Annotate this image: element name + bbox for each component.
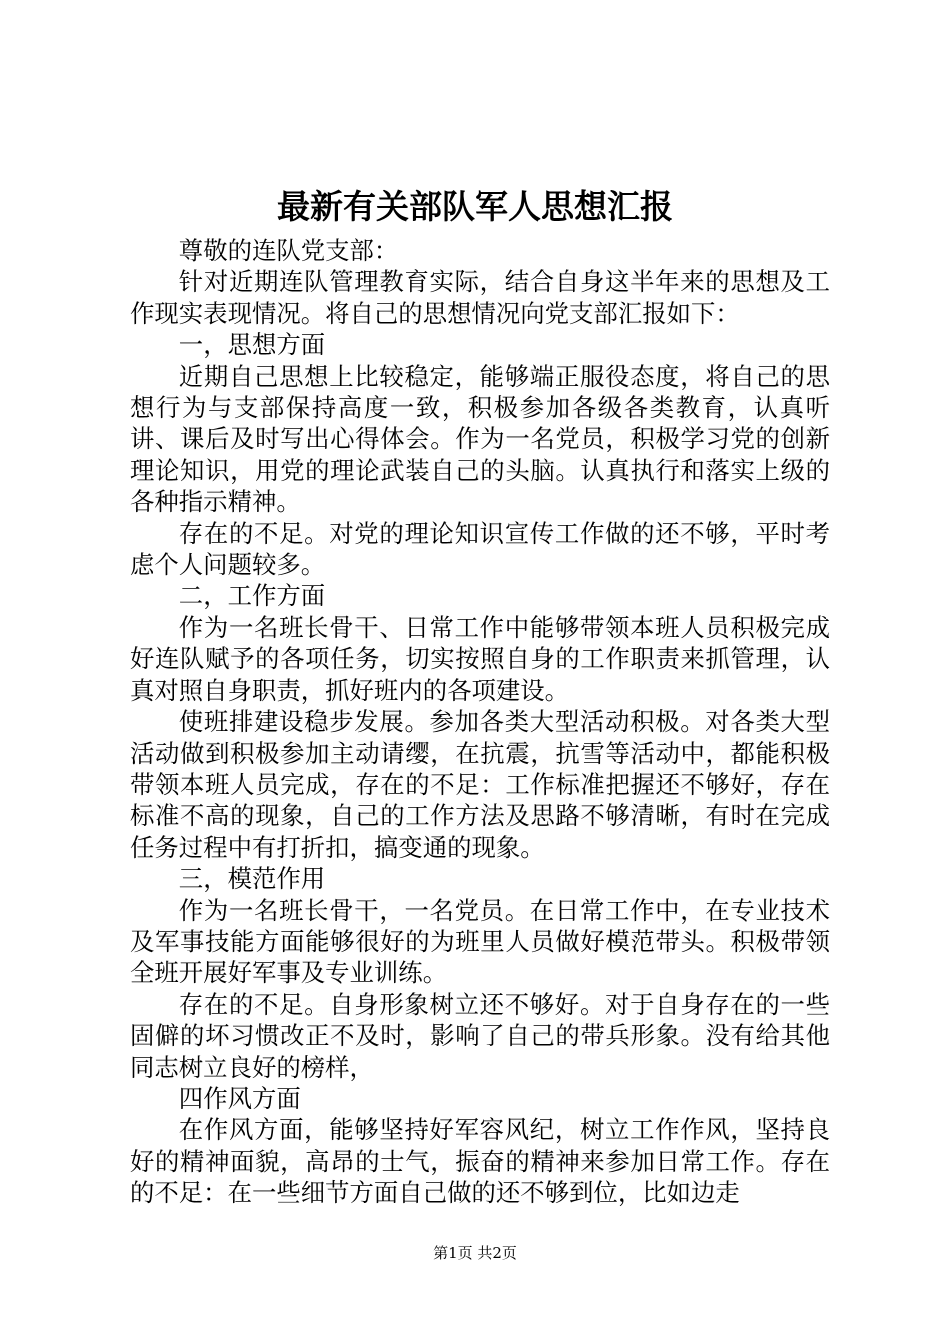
paragraph-thought-shortcoming: 存在的不足。对党的理论知识宣传工作做的还不够，平时考虑个人问题较多。 [130, 518, 830, 580]
paragraph-intro: 针对近期连队管理教育实际，结合自身这半年来的思想及工作现实表现情况。将自己的思想情况向党支部汇报如下： [130, 267, 830, 328]
section-heading-work: 二，工作方面 [178, 581, 326, 611]
paragraph-role-model: 作为一名班长骨干，一名党员。在日常工作中，在专业技术及军事技能方面能够很好的为班里人员做好模范带头。积极带领全班开展好军事及专业训练。 [130, 895, 830, 988]
section-heading-role-model: 三，模范作用 [178, 864, 326, 894]
paragraph-role-model-shortcoming: 存在的不足。自身形象树立还不够好。对于自身存在的一些固僻的坏习惯改正不及时，影响了自己的带兵形象。没有给其他同志树立良好的榜样， [130, 989, 830, 1082]
paragraph-thought: 近期自己思想上比较稳定，能够端正服役态度，将自己的思想行为与支部保持高度一致，积极参加各级各类教育，认真听讲、课后及时写出心得体会。作为一名党员，积极学习党的创新理论知识，用党的理论武装自己的头脑。认真执行和落实上级的各种指示精神。 [130, 361, 830, 517]
document-body [130, 235, 830, 1209]
page-footer: 第1页 共2页 [433, 1244, 517, 1262]
section-heading-thought: 一，思想方面 [178, 330, 326, 360]
paragraph-salutation: 尊敬的连队党支部： [178, 236, 399, 265]
paragraph-style: 在作风方面，能够坚持好军容风纪，树立工作作风，坚持良好的精神面貌，高昂的士气，振奋的精神来参加日常工作。存在的不足：在一些细节方面自己做的还不够到位，比如边走 [130, 1115, 830, 1208]
paragraph-work: 作为一名班长骨干、日常工作中能够带领本班人员积极完成好连队赋予的各项任务，切实按照自身的工作职责来抓管理，认真对照自身职责，抓好班内的各项建设。 [130, 612, 830, 705]
section-heading-style: 四作风方面 [178, 1083, 301, 1113]
document-title: 最新有关部队军人思想汇报 [277, 187, 673, 226]
paragraph-work-development: 使班排建设稳步发展。参加各类大型活动积极。对各类大型活动做到积极参加主动请缨，在抗震，抗雪等活动中，都能积极带领本班人员完成，存在的不足：工作标准把握还不够好，存在标准不高的现象，自己的工作方法及思路不够清晰，有时在完成任务过程中有打折扣，搞变通的现象。 [130, 707, 830, 862]
